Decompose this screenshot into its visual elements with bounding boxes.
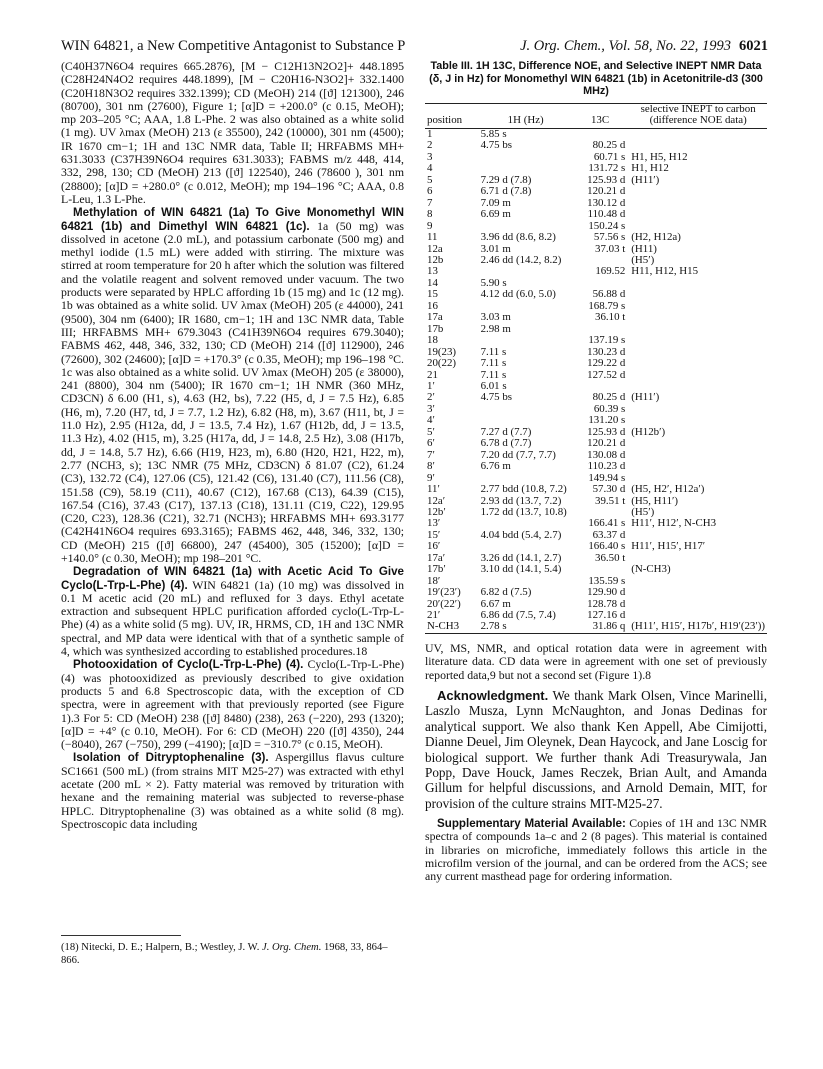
cell-1h: 2.77 bdd (10.8, 7.2) xyxy=(480,483,567,496)
cell-1h: 7.29 d (7.8) xyxy=(480,173,532,186)
cell-1h: 7.11 s xyxy=(480,345,507,358)
cell-13c: 60.39 s xyxy=(593,402,626,415)
cell-position: 20(22) xyxy=(427,357,457,370)
cell-13c: 125.93 d xyxy=(587,173,626,186)
cell-13c: 56.88 d xyxy=(592,288,626,301)
methylation-heading: Methylation of WIN 64821 (1a) To Give Monomethyl WIN 64821 (1b) and Dimethyl WIN 64821 (1c). xyxy=(61,206,404,233)
footnote-journal: J. Org. Chem. xyxy=(262,942,322,953)
cell-1h: 6.69 m xyxy=(480,208,511,221)
cell-position: 2′ xyxy=(427,391,435,404)
cell-1h: 3.03 m xyxy=(480,311,511,324)
cell-1h: 7.11 s xyxy=(480,357,507,370)
table-row xyxy=(425,461,767,472)
cell-position: 9 xyxy=(427,219,433,232)
cell-1h: 6.67 m xyxy=(480,597,511,610)
cell-inept xyxy=(627,198,767,209)
cell-position: 21 xyxy=(427,368,438,381)
cell-13c: 129.22 d xyxy=(587,357,626,370)
cell-inept: H11′, H12′, N-CH3 xyxy=(631,517,717,530)
header-position: position xyxy=(427,114,463,126)
cell-13c: 120.21 d xyxy=(587,185,626,198)
cell-13c: 149.94 s xyxy=(588,471,626,484)
cell-1h: 6.86 dd (7.5, 7.4) xyxy=(480,609,556,622)
header-13c: 13C xyxy=(590,114,610,126)
nmr-table xyxy=(425,103,767,634)
cell-13c: 166.40 s xyxy=(588,540,626,553)
cell-13c: 125.93 d xyxy=(587,425,626,438)
cell-position: 1′ xyxy=(427,379,435,392)
table-row xyxy=(425,266,767,277)
header-inept: selective INEPT to carbon (difference NOE data) xyxy=(640,103,756,126)
cell-13c: 131.20 s xyxy=(588,414,626,427)
cell-13c: 110.48 d xyxy=(587,208,626,221)
cell-1h: 3.10 dd (14.1, 5.4) xyxy=(480,563,562,576)
isolation-body: Aspergillus flavus culture SC1661 (500 mL) (from strains MIT M25-27) was extracted with ethyl acetate (200 mL × 2). Fatty material was removed by trituration with hexane and the remaining material was subjected to reverse-phase HPLC. Ditryptophenaline (3) was obtained as a white solid (8 mg). Spectroscopic data including xyxy=(61,750,404,831)
page-number: 6021 xyxy=(739,38,768,54)
cell-inept: H1, H5, H12 xyxy=(631,150,688,163)
cell-13c: 37.03 t xyxy=(595,242,626,255)
table-row xyxy=(425,564,767,575)
cell-inept xyxy=(627,461,767,472)
cell-inept xyxy=(627,301,767,312)
cell-1h: 5.90 s xyxy=(480,276,507,289)
acknowledgment-heading: Acknowledgment. xyxy=(437,687,549,703)
cell-13c: 63.37 d xyxy=(592,528,626,541)
cell-position: 15 xyxy=(427,288,438,301)
cell-inept: (H11′, H15′, H17b′, H19′(23′)) xyxy=(631,620,765,633)
supplementary-body: Copies of 1H and 13C NMR spectra of compounds 1a–c and 2 (8 pages). This material is contained in libraries on microfiche, immediately follows this article in the microfilm version of the journal, and can be ordered from the ACS; see any current masthead page for ordering information. xyxy=(425,816,767,884)
cell-1h: 3.26 dd (14.1, 2.7) xyxy=(480,551,562,564)
cell-position: 8′ xyxy=(427,460,435,473)
cell-inept xyxy=(627,129,767,141)
cell-1h xyxy=(479,335,573,346)
degradation-paragraph xyxy=(61,565,404,658)
cell-position: 7 xyxy=(427,196,433,209)
cell-1h: 7.27 d (7.7) xyxy=(480,425,532,438)
cell-13c: 36.50 t xyxy=(595,551,626,564)
cell-position: 12b xyxy=(427,253,444,266)
cell-13c: 39.51 t xyxy=(595,494,626,507)
cell-position: 18′ xyxy=(427,574,441,587)
cell-position: 6′ xyxy=(427,437,435,450)
cell-1h xyxy=(479,404,573,415)
cell-position: N-CH3 xyxy=(427,620,460,633)
cell-inept xyxy=(627,278,767,289)
cell-13c: 128.78 d xyxy=(587,597,626,610)
running-header-right xyxy=(520,38,768,55)
cell-position: 13 xyxy=(427,265,438,278)
cell-position: 17b′ xyxy=(427,563,446,576)
cell-inept: H11′, H15′, H17′ xyxy=(631,540,706,553)
cell-13c: 130.12 d xyxy=(587,196,626,209)
cell-position: 16 xyxy=(427,299,438,312)
supplementary-heading: Supplementary Material Available: xyxy=(437,817,626,831)
cell-position: 11′ xyxy=(427,483,440,496)
cell-13c: 129.90 d xyxy=(587,586,626,599)
methylation-paragraph xyxy=(61,206,404,565)
cell-1h: 6.78 d (7.7) xyxy=(480,437,532,450)
table-header-row xyxy=(425,104,767,129)
cell-position: 11 xyxy=(427,231,438,244)
cell-1h: 2.46 dd (14.2, 8.2) xyxy=(480,253,562,266)
experimental-paragraph-1: (C40H37N6O4 requires 665.2876), [M − C12H13N2O2]+ 448.1895 (C28H24N4O2 requires 448.1899), [M − C20H16-N3O2]+ 332.1400 (C20H18N3O2 requires 332.1399); CD (MeOH) 214 ([ϑ] 121300), 246 (80700), 301 nm (27600), Figure 1; [α]D = +200.0° (c 0.15, MeOH); mp 203–205 °C; AAA, 1.8 L-Phe. 2 was also obtained as a white solid (1 mg). UV λmax (MeOH) 213 (ε 35500), 242 (10000), 301 nm (4500); IR 1670 cm−1; 1H and 13C NMR data, Table II; HRFABMS MH+ 631.3033 (C37H39N6O4 requires 631.3033); FABMS m/z 448, 414, 332, 298, 130; CD (MeOH) 213 ([ϑ] 122540), 246 (78600 ), 301 nm (28800); [α]D = +280.0° (c 0.012, MeOH); mp 194–196 °C; AAA, 0.8 L-Leu, 1.3 L-Phe. xyxy=(61,59,404,206)
cell-1h: 2.93 dd (13.7, 7.2) xyxy=(480,494,562,507)
cell-inept xyxy=(627,186,767,197)
cell-position: 12b′ xyxy=(427,505,446,518)
cell-position: 1 xyxy=(427,128,433,140)
cell-1h: 6.82 d (7.5) xyxy=(480,586,532,599)
cell-13c: 60.71 s xyxy=(593,150,626,163)
cell-1h xyxy=(479,152,573,163)
cell-13c: 80.25 d xyxy=(592,391,626,404)
cell-inept: (H11′) xyxy=(631,391,660,404)
table-caption: Table III. 1H 13C, Difference NOE, and Selective INEPT NMR Data (δ, J in Hz) for Monomethyl WIN 64821 (1b) in Acetonitrile-d3 (300 MHz) xyxy=(429,60,763,97)
right-column xyxy=(425,642,767,884)
cell-inept xyxy=(627,312,767,323)
footnote-authors: (18) Nitecki, D. E.; Halpern, B.; Westley, J. W. xyxy=(61,942,262,953)
cell-position: 3 xyxy=(427,150,433,163)
cell-13c: 130.08 d xyxy=(587,448,626,461)
cell-13c: 31.86 q xyxy=(592,620,626,633)
table-row xyxy=(425,335,767,346)
cell-13c: 36.10 t xyxy=(595,311,626,324)
cell-1h: 1.72 dd (13.7, 10.8) xyxy=(480,505,567,518)
cell-position: 4′ xyxy=(427,414,435,427)
acknowledgment-paragraph xyxy=(425,688,767,811)
cell-1h: 4.04 bdd (5.4, 2.7) xyxy=(480,528,562,541)
cell-inept xyxy=(627,599,767,610)
table-row xyxy=(425,621,767,633)
cell-13c xyxy=(573,564,628,575)
cell-13c: 57.56 s xyxy=(593,231,626,244)
table-row xyxy=(425,312,767,323)
cell-13c: 137.19 s xyxy=(588,334,626,347)
running-header-left: WIN 64821, a New Competitive Antagonist to Substance P xyxy=(61,38,406,54)
cell-13c: 127.52 d xyxy=(587,368,626,381)
cell-13c: 150.24 s xyxy=(588,219,626,232)
cell-inept xyxy=(627,335,767,346)
cell-position: 6 xyxy=(427,185,433,198)
table-row xyxy=(425,553,767,564)
cell-inept xyxy=(627,347,767,358)
footnote-18 xyxy=(61,942,404,967)
cell-1h: 3.01 m xyxy=(480,242,511,255)
methylation-body: 1a (50 mg) was dissolved in acetone (2.0 mL), and potassium carbonate (500 mg) and methyl iodide (1.5 mL) were added with stirring. The mixture was stirred at room temperature for 20 h after which the solution was filtered and the volatile reagent and solvent removed under vacuum. The two products were separated by HPLC affording 1b (15 mg) and 1c (12 mg). 1b was obtained as a white solid. UV λmax (MeOH) 205 (ε 44000), 241 (9500), 304 nm (6400); IR 1680, cm−1; 1H and 13C NMR data, Table III; HRFABMS MH+ 679.3043 (C41H39N6O4 requires 679.3040); FABMS 462, 448, 346, 332, 130; CD (MeOH) 214 ([ϑ] 112900), 246 (72600), 302 (24600); [α]D = +170.3° (c 0.35, MeOH); mp 196–198 °C. 1c was also obtained as a white solid. UV λmax (MeOH) 205 (ε 38000), 241 (8800), 304 nm (5400); IR 1670 cm−1; 1H NMR (360 MHz, CD3CN) δ 6.00 (H1, s), 4.63 (H2, bs), 7.22 (H5, d, J = 7.5 Hz), 6.85 (H6, m), 7.20 (H7, td, J = 7.7, 1.2 Hz), 6.82 (H8, m), 3.67 (H11, bt, J = 11.0 Hz), 2.95 (H12a, dd, J = 13.5, 7.4 Hz), 1.67 (H12b, dd, J = 13.5, 11.3 Hz), 4.02 (H15, m), 3.25 (H17a, dd, J = 14.8, 2.5 Hz), 3.08 (H17b, dd, J = 14.8, 5.7 Hz), 6.66 (H19, H23, m), 6.80 (H20, H21, H22, m), 2.77 (NCH3, s); 13C NMR (75 MHz, CD3CN) δ 81.07 (C2), 61.24 (C3), 132.72 (C4), 127.06 (C5), 121.42 (C6), 131.40 (C7), 111.56 (C8), 151.58 (C9), 58.19 (C11), 40.67 (C12), 167.68 (C13), 64.39 (C15), 167.54 (C16), 37.43 (C17), 137.13 (C18), 131.11 (C19, C22), 129.95 (C20, C23), 128.36 (C21), 32.71 (NCH3); HRFABMS MH+ 693.3177 (C42H41N6O4 requires 693.3165); FABMS 462, 448, 346, 332, 130; CD (MeOH) 215 ([ϑ] 66800), 247 (45400), 305 (15200); [α]D = +140.0° (c 0.30, MeOH); mp 198–201 °C. xyxy=(61,218,404,565)
cell-13c: 80.25 d xyxy=(592,139,626,152)
footnote-rest: 1968, 33, 864–866. xyxy=(61,942,388,966)
cell-13c: 127.16 d xyxy=(587,609,626,622)
cell-position: 13′ xyxy=(427,517,441,530)
cell-inept: H11, H12, H15 xyxy=(631,265,699,278)
cell-inept xyxy=(627,289,767,300)
cell-inept: (H5′) xyxy=(631,253,655,266)
cell-inept xyxy=(627,324,767,335)
cell-inept: H1, H12 xyxy=(631,162,669,175)
cell-position: 17b xyxy=(427,322,444,335)
cell-13c: 168.79 s xyxy=(588,299,626,312)
cell-position: 15′ xyxy=(427,528,441,541)
cell-inept: (H12b′) xyxy=(631,425,666,438)
cell-position: 17a′ xyxy=(427,551,446,564)
cell-inept xyxy=(627,587,767,598)
supplementary-paragraph xyxy=(425,817,767,883)
cell-position: 2 xyxy=(427,139,433,152)
cell-inept: (N-CH3) xyxy=(631,563,671,576)
cell-position: 12a xyxy=(427,242,443,255)
isolation-paragraph xyxy=(61,751,404,831)
cell-inept: (H11) xyxy=(631,242,657,255)
header-1h: 1H (Hz) xyxy=(507,114,544,126)
table-row xyxy=(425,186,767,197)
table-row xyxy=(425,370,767,381)
cell-inept: (H5, H2′, H12a′) xyxy=(631,483,705,496)
cell-inept: (H11′) xyxy=(631,173,660,186)
table-row xyxy=(425,244,767,255)
degradation-heading: Degradation of WIN 64821 (1a) with Acetic Acid To Give Cyclo(L-Trp-L-Phe) (4). xyxy=(61,565,404,592)
cell-inept xyxy=(627,404,767,415)
cell-position: 17a xyxy=(427,311,443,324)
photooxidation-body: Cyclo(L-Trp-L-Phe)(4) was photooxidized as previously described to give oxidation products 5 and 6.8 Spectroscopic data, with the exception of CD spectra, were in agreement with that previously reported (see Figure 1).3 For 5: CD (MeOH) 238 ([ϑ] 8480) (238), 263 (−220), 293 (1320); [α]D = +4° (c 0.10, MeOH). For 6: CD (MeOH) 220 ([ϑ] 4350), 244 (−8040), 267 (−750), 299 (−4190); [α]D = −310.7° (c 0.15, MeOH). xyxy=(61,657,405,752)
cell-inept xyxy=(627,358,767,369)
cell-1h: 4.75 bs xyxy=(480,391,513,404)
journal-citation: J. Org. Chem., Vol. 58, No. 22, 1993 xyxy=(520,38,731,54)
cell-position: 20′(22′) xyxy=(427,597,461,610)
cell-1h: 6.71 d (7.8) xyxy=(480,185,532,198)
cell-inept xyxy=(627,209,767,220)
degradation-body: WIN 64821 (1a) (10 mg) was dissolved in 0.1 M acetic acid (20 mL) and refluxed for 3 days. Ethyl acetate extraction and subsequent HPLC purification afforded cyclo(L-Trp-L-Phe) (4) as a white solid (5 mg). UV, IR, HRMS, CD, 1H and 13C NMR spectral, and MP data were identical with that of a synthetic sample of 4, which was synthesized according to established procedures.18 xyxy=(61,577,404,659)
cell-inept: (H5, H11′) xyxy=(631,494,679,507)
cell-position: 18 xyxy=(427,334,438,347)
cell-inept xyxy=(627,438,767,449)
table-row xyxy=(425,358,767,369)
cell-1h: 6.01 s xyxy=(480,379,507,392)
acknowledgment-body: We thank Mark Olsen, Vince Marinelli, Laszlo Musza, Lynn McNaughton, and Jonas Dedinas for analytical support. We also thank Ken Appell, Abe Cimijotti, Dianne Deuel, Jim Oleynek, Dean Haycock, and Jane Loscig for biological support. We further thank Adi Treasurywala, Jan Popp, Dave Houck, James Reczek, Brian Ault, and Amanda Gillum for helpful discussions, and Arnold Demain, MIT, for provision of the culture strains MIT-M25-27. xyxy=(425,687,767,811)
cell-inept: (H5′) xyxy=(631,505,655,518)
cell-13c: 135.59 s xyxy=(588,574,626,587)
cell-position: 19′(23′) xyxy=(427,586,461,599)
cell-1h: 4.75 bs xyxy=(480,139,513,152)
cell-13c: 169.52 xyxy=(595,265,626,278)
table-row xyxy=(425,484,767,495)
left-column xyxy=(61,60,404,831)
cell-position: 12a′ xyxy=(427,494,446,507)
cell-13c: 130.23 d xyxy=(587,345,626,358)
cell-13c: 131.72 s xyxy=(588,162,626,175)
table-body xyxy=(425,129,767,634)
cell-position: 19(23) xyxy=(427,345,457,358)
cell-position: 7′ xyxy=(427,448,435,461)
cell-position: 5′ xyxy=(427,425,435,438)
cell-1h: 7.09 m xyxy=(480,196,511,209)
cell-inept: (H2, H12a) xyxy=(631,231,681,244)
cell-1h: 6.76 m xyxy=(480,460,511,473)
table-row xyxy=(425,438,767,449)
cell-position: 16′ xyxy=(427,540,441,553)
cell-13c: 57.30 d xyxy=(592,483,626,496)
cell-position: 9′ xyxy=(427,471,435,484)
cell-inept xyxy=(627,370,767,381)
cell-1h: 5.85 s xyxy=(480,128,507,140)
isolation-heading: Isolation of Ditryptophenaline (3). xyxy=(73,751,269,765)
cell-position: 3′ xyxy=(427,402,435,415)
footnote-divider xyxy=(61,935,181,936)
cell-position: 5 xyxy=(427,173,433,186)
table-row xyxy=(425,496,767,507)
cell-position: 4 xyxy=(427,162,433,175)
cell-13c: 166.41 s xyxy=(588,517,626,530)
cell-13c: 110.23 d xyxy=(587,460,626,473)
cell-13c: 120.21 d xyxy=(587,437,626,450)
cell-position: 21′ xyxy=(427,609,441,622)
cell-1h: 3.96 dd (8.6, 8.2) xyxy=(480,231,556,244)
table-row xyxy=(425,587,767,598)
cell-position: 8 xyxy=(427,208,433,221)
table-row xyxy=(425,232,767,243)
photooxidation-paragraph xyxy=(61,658,404,751)
cd-agreement-paragraph: UV, MS, NMR, and optical rotation data were in agreement with literature data. CD data were in agreement with one set of previously reported data,9 but not a second set (Figure 1).8 xyxy=(425,641,767,682)
cell-inept xyxy=(627,450,767,461)
cell-1h: 2.78 s xyxy=(480,620,507,633)
cell-1h: 2.98 m xyxy=(480,322,511,335)
cell-1h: 7.20 dd (7.7, 7.7) xyxy=(480,448,556,461)
table-row xyxy=(425,209,767,220)
photooxidation-heading: Photooxidation of Cyclo(L-Trp-L-Phe) (4). xyxy=(73,658,304,672)
cell-position: 14 xyxy=(427,276,438,289)
cell-inept xyxy=(627,576,767,587)
cell-1h: 4.12 dd (6.0, 5.0) xyxy=(480,288,556,301)
cell-1h: 7.11 s xyxy=(480,368,507,381)
